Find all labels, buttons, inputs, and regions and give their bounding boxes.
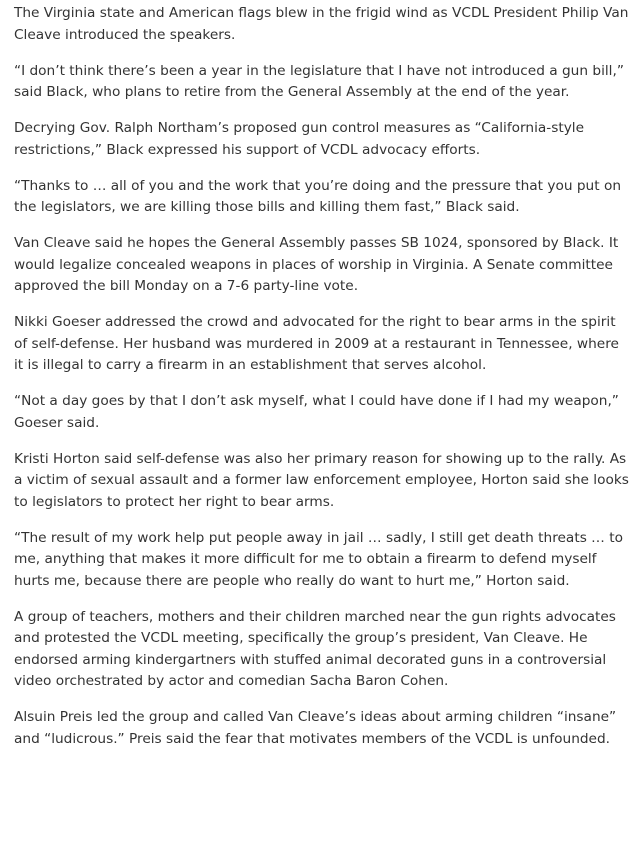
paragraph-sb-1024: Van Cleave said he hopes the General Assembly passes SB 1024, sponsored by Black. It would legalize concealed weapons in places of worship in Virginia. A Senate committee approved the bill Monday on a 7-6 party-line vote. (14, 235, 619, 294)
paragraph-preis: Alsuin Preis led the group and called Van Cleave’s ideas about arming children “insane” and “ludicrous.” Preis said the fear that motivates members of the VCDL is unfounded. (14, 709, 617, 747)
paragraph-goeser-quote: “Not a day goes by that I don’t ask myself, what I could have done if I had my weapon,” Goeser said. (14, 393, 619, 431)
paragraph-goeser: Nikki Goeser addressed the crowd and advocated for the right to bear arms in the spirit of self-defense. Her husband was murdered in 2009 at a restaurant in Tennessee, where it is illegal to carry a firearm in an establishment that serves alcohol. (14, 314, 619, 373)
paragraph-flags: The Virginia state and American flags blew in the frigid wind as VCDL President Philip Van Cleave introduced the speakers. (14, 5, 629, 43)
paragraph-northam-measures: Decrying Gov. Ralph Northam’s proposed gun control measures as “California-style restrictions,” Black expressed his support of VCDL advocacy efforts. (14, 120, 585, 158)
paragraph-horton: Kristi Horton said self-defense was also her primary reason for showing up to the rally. As a victim of sexual assault and a former law enforcement employee, Horton said she looks to legislators to protect her right to bear arms. (14, 450, 629, 510)
paragraph-black-quote-killing-bills: “Thanks to … all of you and the work that you’re doing and the pressure that you put on the legislators, we are killing those bills and killing them fast,” Black said. (14, 177, 621, 215)
paragraph-protest-group: A group of teachers, mothers and their children marched near the gun rights advocates and protested the VCDL meeting, specifically the group’s president, Van Cleave. He endorsed arming kindergartners with stuffed animal decorated guns in a controversial video orchestrated by actor and comedian Sacha Baron Cohen. (14, 608, 616, 689)
paragraph-horton-quote: “The result of my work help put people away in jail … sadly, I still get death threats … to me, anything that makes it more difficult for me to obtain a firearm to defend myself hurts me, because there are people who really do want to hurt me,” Horton said. (14, 529, 623, 589)
paragraph-black-quote-gun-bill: “I don’t think there’s been a year in the legislature that I have not introduced a gun bill,” said Black, who plans to retire from the General Assembly at the end of the year. (14, 62, 624, 100)
